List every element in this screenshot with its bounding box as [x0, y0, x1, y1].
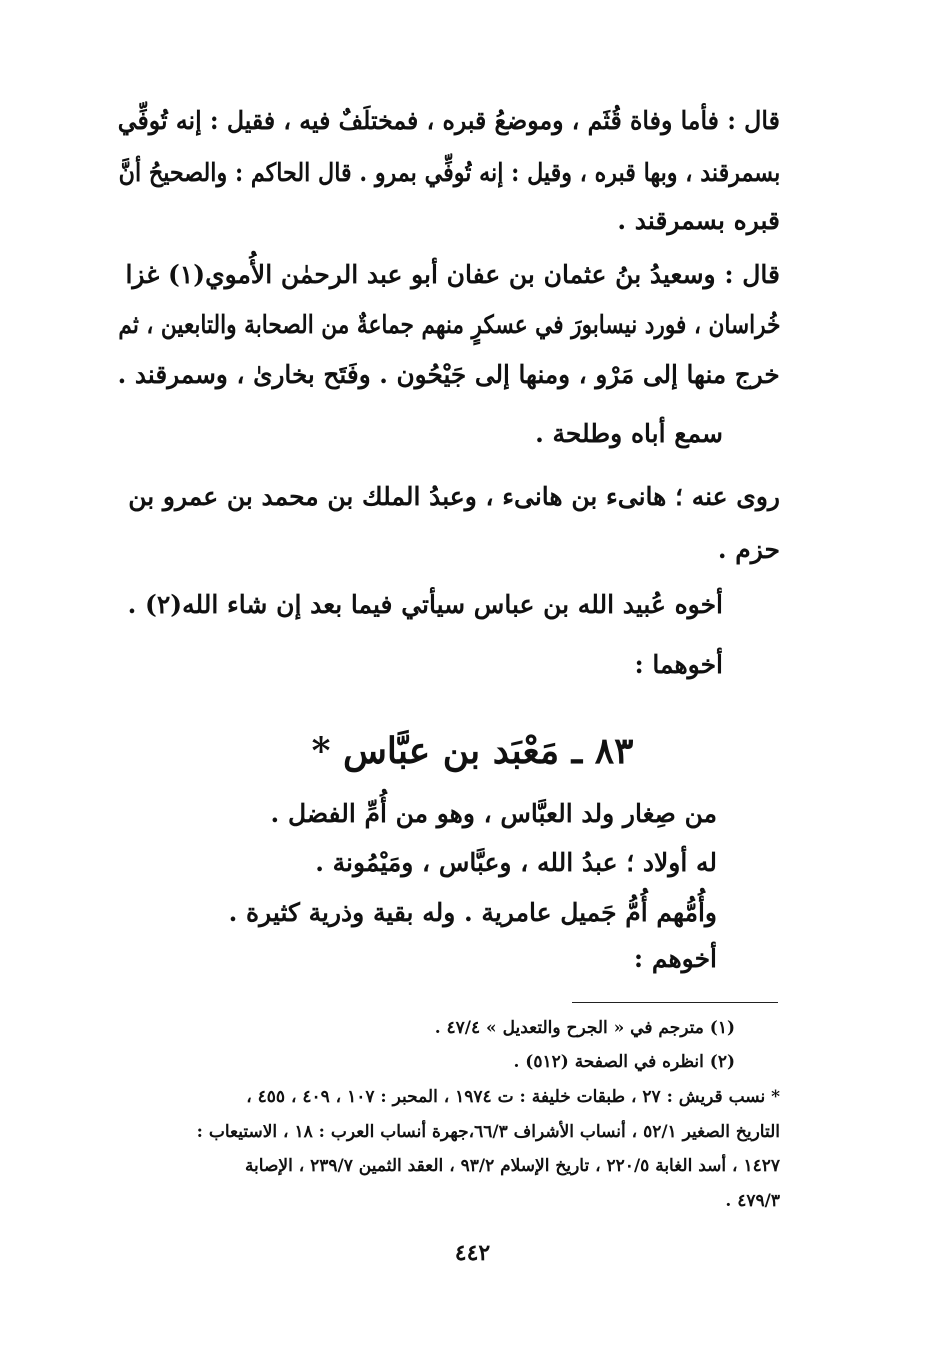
- entry-line-4: أخوهم :: [633, 944, 717, 973]
- body-line-6: خرج منها إلى مَرْو ، ومنها إلى جَيْحُون . وفَتَح بخارىٰ ، وسمرقند .: [117, 360, 780, 389]
- body-line-8: روى عنه ؛ هانىء بن هانىء ، وعبدُ الملك بن محمد بن عمرو بن: [128, 482, 780, 511]
- body-line-11: أخوهما :: [634, 650, 723, 679]
- footnote-source-line-4: ٤٧٩/٣ .: [725, 1191, 780, 1211]
- body-line-7: سمع أباه وطلحة .: [535, 419, 723, 448]
- body-line-9: حزم .: [717, 535, 780, 564]
- body-line-3: قبره بسمرقند .: [617, 206, 780, 235]
- entry-line-1: من صِغار ولد العبَّاس ، وهو من أُمِّ الفضل .: [270, 799, 717, 828]
- body-line-4: قال : وسعيدُ بنُ عثمان بن عفان أبو عبد الرحمٰن الأُموي(١) غزا: [125, 260, 780, 289]
- body-line-1: قال : فأما وفاة قُثَم ، وموضعُ قبره ، فمختلَفٌ فيه ، فقيل : إنه تُوفِّي: [117, 106, 780, 135]
- body-line-2: بسمرقند ، وبها قبره ، وقيل : إنه تُوفِّي بمرو . قال الحاكم : والصحيحُ أنَّ: [118, 158, 780, 187]
- body-line-5: خُراسان ، فورد نيسابورَ في عسكرٍ منهم جماعةٌ من الصحابة والتابعين ، ثم: [117, 310, 780, 339]
- footnote-2: (٢) انظره في الصفحة (٥١٢) .: [513, 1052, 735, 1072]
- page-number: ٤٤٢: [454, 1240, 491, 1266]
- footnote-source-line-1: * نسب قريش : ٢٧ ، طبقات خليفة : ت ١٩٧٤ ، المحبر : ١٠٧ ، ٤٠٩ ، ٤٥٥ ،: [246, 1087, 780, 1107]
- footnote-1: (١) مترجم في « الجرح والتعديل » ٤٧/٤ .: [434, 1018, 735, 1038]
- entry-line-2: له أولاد ؛ عبدُ الله ، وعبَّاس ، ومَيْمُونة .: [315, 848, 717, 877]
- body-line-10: أخوه عُبيد الله بن عباس سيأتي فيما بعد إن شاء الله(٢) .: [127, 590, 723, 619]
- entry-line-3: وأُمُّهم أُمُّ جَميل عامرية . وله بقية وذرية كثيرة .: [228, 898, 717, 927]
- footnote-separator: [572, 1002, 778, 1003]
- entry-heading: ٨٣ ـ مَعْبَد بن عبَّاس *: [311, 730, 634, 772]
- footnote-source-line-3: ١٤٢٧ ، أسد الغابة ٢٢٠/٥ ، تاريخ الإسلام ٩٣/٢ ، العقد الثمين ٢٣٩/٧ ، الإصابة: [244, 1156, 780, 1176]
- footnote-source-line-2: التاريخ الصغير ٥٢/١ ، أنساب الأشراف ٦٦/٣،جهرة أنساب العرب : ١٨ ، الاستيعاب :: [196, 1122, 780, 1142]
